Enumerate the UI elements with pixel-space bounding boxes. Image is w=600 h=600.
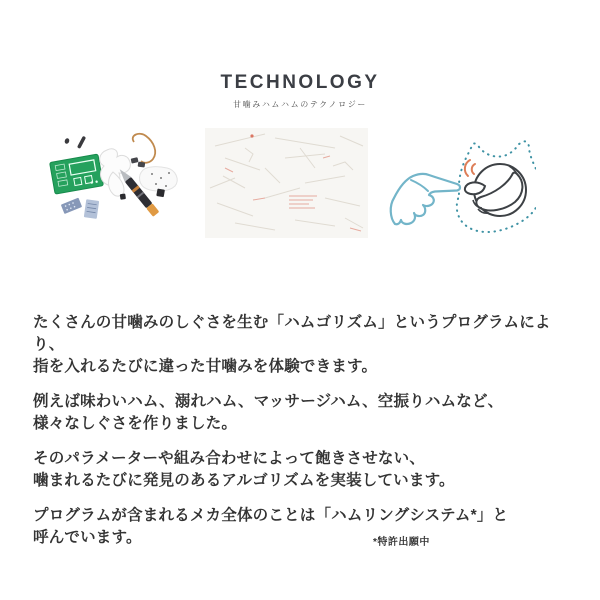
mouth-mechanism-icon [465,164,526,216]
image-row [37,128,536,238]
paragraph [33,391,578,435]
paragraph-line: 例えば味わいハム、溺れハム、マッサージハム、空振りハムなど、 [33,393,504,410]
sketches-illustration [205,128,368,238]
paragraph-line: 呼んでいます。 [33,529,142,546]
page-title: TECHNOLOGY [220,72,380,93]
paragraph [33,312,578,378]
paragraph [33,505,578,549]
chip-icon [84,199,99,219]
robot-parts-illustration [37,128,200,238]
robot-parts-photo [37,128,200,238]
pcb-icon [50,154,104,194]
paragraph-line: プログラムが含まれるメカ全体のことは「ハムリングシステム*」と [33,507,509,524]
hamgorithm-illustration [373,128,536,238]
cat-mouth-illustration [373,128,536,238]
chip-icon [61,198,82,214]
paragraph-line: 噛まれるたびに発見のあるアルゴリズムを実装しています。 [33,472,455,489]
vibration-arcs-icon [465,160,475,176]
paragraph-line: 指を入れるたびに違った甘噛みを体験できます。 [33,358,378,375]
paragraph-line: そのパラメーターや組み合わせによって飽きさせない、 [33,450,426,467]
page-subtitle: 甘噛みハムハムのテクノロジー [233,100,367,109]
paragraph-line: たくさんの甘噛みのしぐさを生む「ハムゴリズム」というプログラムにより、 [33,314,551,353]
crumpled-part-icon [140,167,178,191]
description-text [33,312,578,562]
pointing-hand-icon [391,174,460,224]
paragraph-line: 様々なしぐさを作りました。 [33,415,238,432]
patent-pending-note: *特許出願中 [373,537,430,548]
paragraph [33,448,578,492]
design-sketches-photo [205,128,368,238]
plastic-parts-icon [100,149,131,196]
